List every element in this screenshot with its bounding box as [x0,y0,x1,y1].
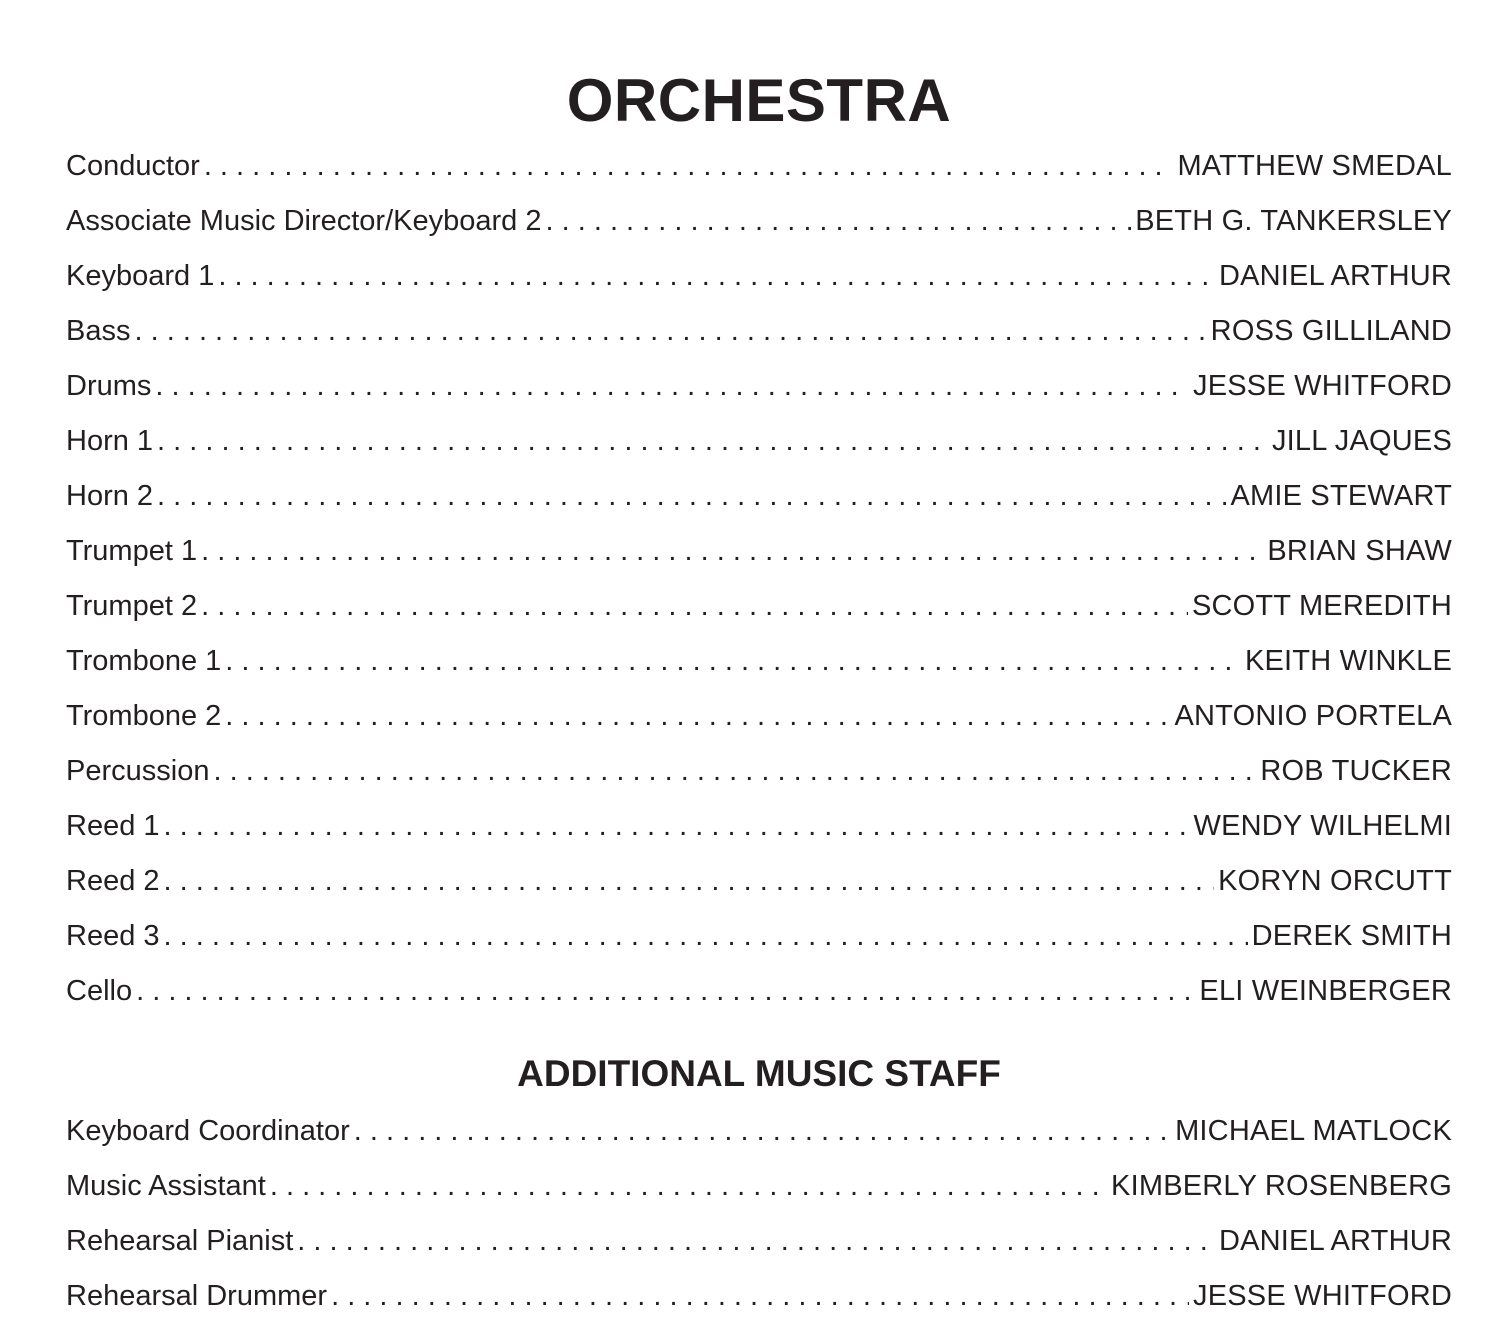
additional-staff-list [66,1111,1452,1331]
dot-leader [164,861,1215,901]
role-label: Trombone 1 [66,645,222,677]
dot-leader [225,696,1170,736]
list-item [66,916,1452,971]
member-name: KIMBERLY ROSENBERG [1111,1170,1452,1202]
role-label: Rehearsal Pianist [66,1225,294,1257]
role-label: Reed 1 [66,810,160,842]
role-label: Drums [66,370,152,402]
role-label: Trumpet 1 [66,535,198,567]
list-item [66,971,1452,1026]
member-name: AMIE STEWART [1230,480,1452,512]
list-item [66,476,1452,531]
member-name: MATTHEW SMEDAL [1177,150,1452,182]
dot-leader [297,1221,1215,1261]
dot-leader [155,366,1189,406]
member-name: SCOTT MEREDITH [1191,590,1452,622]
member-name: ROSS GILLILAND [1210,315,1452,347]
list-item [66,256,1452,311]
list-item [66,641,1452,696]
list-item [66,366,1452,421]
member-name: DANIEL ARTHUR [1218,1225,1452,1257]
dot-leader [157,476,1226,516]
member-name: DANIEL ARTHUR [1218,260,1452,292]
role-label: Horn 2 [66,480,154,512]
list-item [66,311,1452,366]
dot-leader [134,311,1206,351]
list-item [66,421,1452,476]
dot-leader [545,201,1131,241]
list-item [66,531,1452,586]
member-name: JILL JAQUES [1271,425,1452,457]
orchestra-list [66,146,1452,1026]
member-name: WENDY WILHELMI [1193,810,1452,842]
dot-leader [164,916,1248,956]
list-item [66,861,1452,916]
dot-leader [354,1111,1171,1151]
list-item [66,146,1452,201]
member-name: MICHAEL MATLOCK [1175,1115,1452,1147]
role-label: Cello [66,975,133,1007]
dot-leader [201,531,1263,571]
dot-leader [164,806,1190,846]
role-label: Horn 1 [66,425,154,457]
member-name: KORYN ORCUTT [1218,865,1452,897]
role-label: Reed 2 [66,865,160,897]
role-label: Reed 3 [66,920,160,952]
dot-leader [136,971,1195,1011]
role-label: Music Assistant [66,1170,266,1202]
dot-leader [270,1166,1107,1206]
dot-leader [201,586,1188,626]
dot-leader [204,146,1174,186]
list-item [66,751,1452,806]
dot-leader [213,751,1256,791]
list-item [66,696,1452,751]
list-item [66,806,1452,861]
dot-leader [157,421,1268,461]
list-item [66,1221,1452,1276]
list-item [66,1111,1452,1166]
role-label: Keyboard Coordinator [66,1115,350,1147]
role-label: Trumpet 2 [66,590,198,622]
member-name: DEREK SMITH [1251,920,1452,952]
list-item [66,1276,1452,1331]
role-label: Bass [66,315,131,347]
role-label: Trombone 2 [66,700,222,732]
role-label: Conductor [66,150,200,182]
role-label: Keyboard 1 [66,260,215,292]
member-name: ANTONIO PORTELA [1174,700,1452,732]
dot-leader [331,1276,1189,1316]
list-item [66,1166,1452,1221]
role-label: Rehearsal Drummer [66,1280,328,1312]
dot-leader [225,641,1241,681]
list-item [66,201,1452,256]
section-title: ADDITIONAL MUSIC STAFF [517,1053,1001,1094]
role-label: Percussion [66,755,210,787]
role-label: Associate Music Director/Keyboard 2 [66,205,542,237]
member-name: BRIAN SHAW [1267,535,1452,567]
dot-leader [218,256,1215,296]
member-name: ROB TUCKER [1260,755,1452,787]
member-name: ELI WEINBERGER [1199,975,1452,1007]
list-item [66,586,1452,641]
member-name: JESSE WHITFORD [1193,1280,1452,1312]
member-name: KEITH WINKLE [1244,645,1452,677]
member-name: BETH G. TANKERSLEY [1135,205,1452,237]
member-name: JESSE WHITFORD [1193,370,1452,402]
page-title: ORCHESTRA [566,67,952,134]
